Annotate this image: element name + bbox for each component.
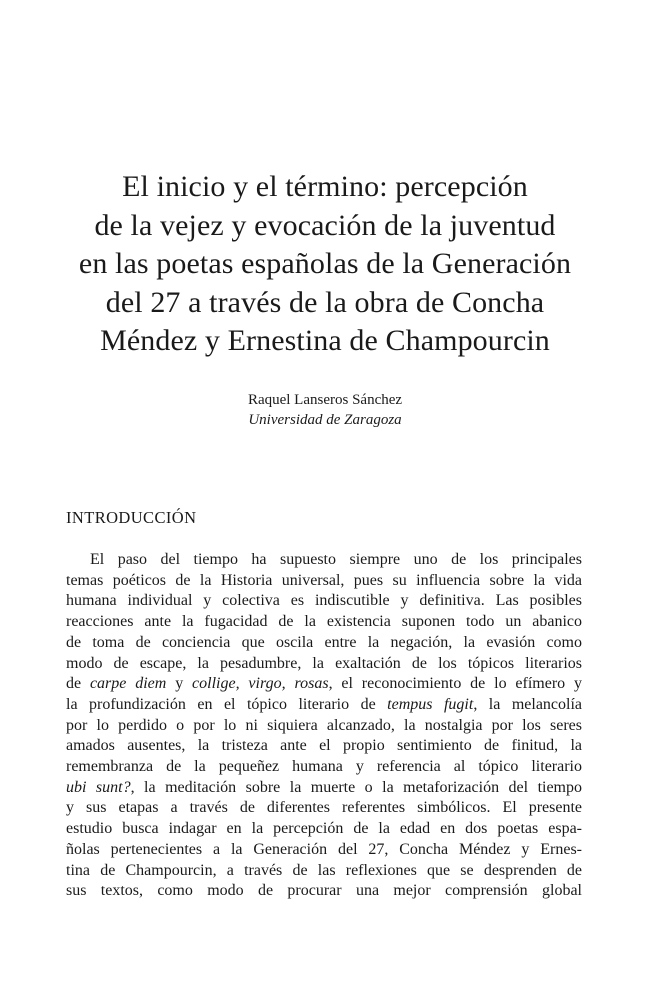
title-line: en las poetas españolas de la Generación	[78, 247, 572, 280]
author-block	[0, 390, 650, 430]
paragraph-line: modo de escape, la pesadumbre, la exaltación de los tópicos literarios	[66, 654, 582, 672]
paragraph-line: El paso del tiempo ha supuesto siempre uno de los principales	[90, 551, 582, 568]
author-affiliation: Universidad de Zaragoza	[248, 412, 402, 428]
paragraph-line: amados ausentes, la tristeza ante el propio sentimiento de finitud, la	[66, 737, 582, 755]
paragraph-line: estudio busca indagar en la percepción de la edad en dos poetas espa-	[66, 820, 582, 838]
paragraph-line: humana individual y colectiva es indiscutible y definitiva. Las posibles	[66, 592, 582, 610]
title-line: del 27 a través de la obra de Concha	[105, 285, 545, 319]
paragraph-line: ñolas pertenecientes a la Generación del 27, Concha Méndez y Ernes-	[66, 840, 582, 858]
paragraph-line: sus textos, como modo de procurar una mejor comprensión global	[66, 882, 582, 900]
latin-phrase: ubi sunt?	[66, 778, 131, 796]
paragraph-line: por lo perdido o por lo ni siquiera alcanzado, la nostalgia por los seres	[66, 716, 582, 734]
paragraph-line: la profundización en el tópico literario de tempus fugit, la melancolía	[66, 695, 583, 713]
latin-phrase: tempus fugit	[387, 695, 474, 713]
paragraph-line: temas poéticos de la Historia universal, pues su influencia sobre la vida	[66, 571, 582, 589]
paragraph-line: de toma de conciencia que oscila entre la negación, la evasión como	[66, 633, 582, 651]
body-paragraph	[66, 550, 582, 902]
paragraph-line: reacciones ante la fugacidad de la existencia suponen todo un abanico	[66, 613, 582, 631]
title-line: de la vejez y evocación de la juventud	[94, 208, 556, 242]
paragraph-line: y sus etapas a través de diferentes referentes simbólicos. El presente	[66, 799, 582, 817]
paragraph-line: remembranza de la pequeñez humana y referencia al tópico literario	[66, 758, 582, 776]
section-heading: INTRODUCCIÓN	[66, 508, 197, 527]
paragraph-line: ubi sunt?, la meditación sobre la muerte o la metaforización del tiempo	[66, 778, 583, 796]
author-name: Raquel Lanseros Sánchez	[247, 392, 403, 408]
article-title	[40, 168, 610, 361]
paragraph-line: tina de Champourcin, a través de las reflexiones que se desprenden de	[66, 861, 582, 879]
latin-phrase: collige, virgo, rosas	[192, 675, 329, 693]
title-line: El inicio y el término: percepción	[122, 170, 528, 203]
paragraph-line: de carpe diem y collige, virgo, rosas, el reconocimiento de lo efímero y	[66, 675, 583, 693]
latin-phrase: carpe diem	[89, 675, 167, 693]
title-line: Méndez y Ernestina de Champourcin	[100, 324, 550, 357]
